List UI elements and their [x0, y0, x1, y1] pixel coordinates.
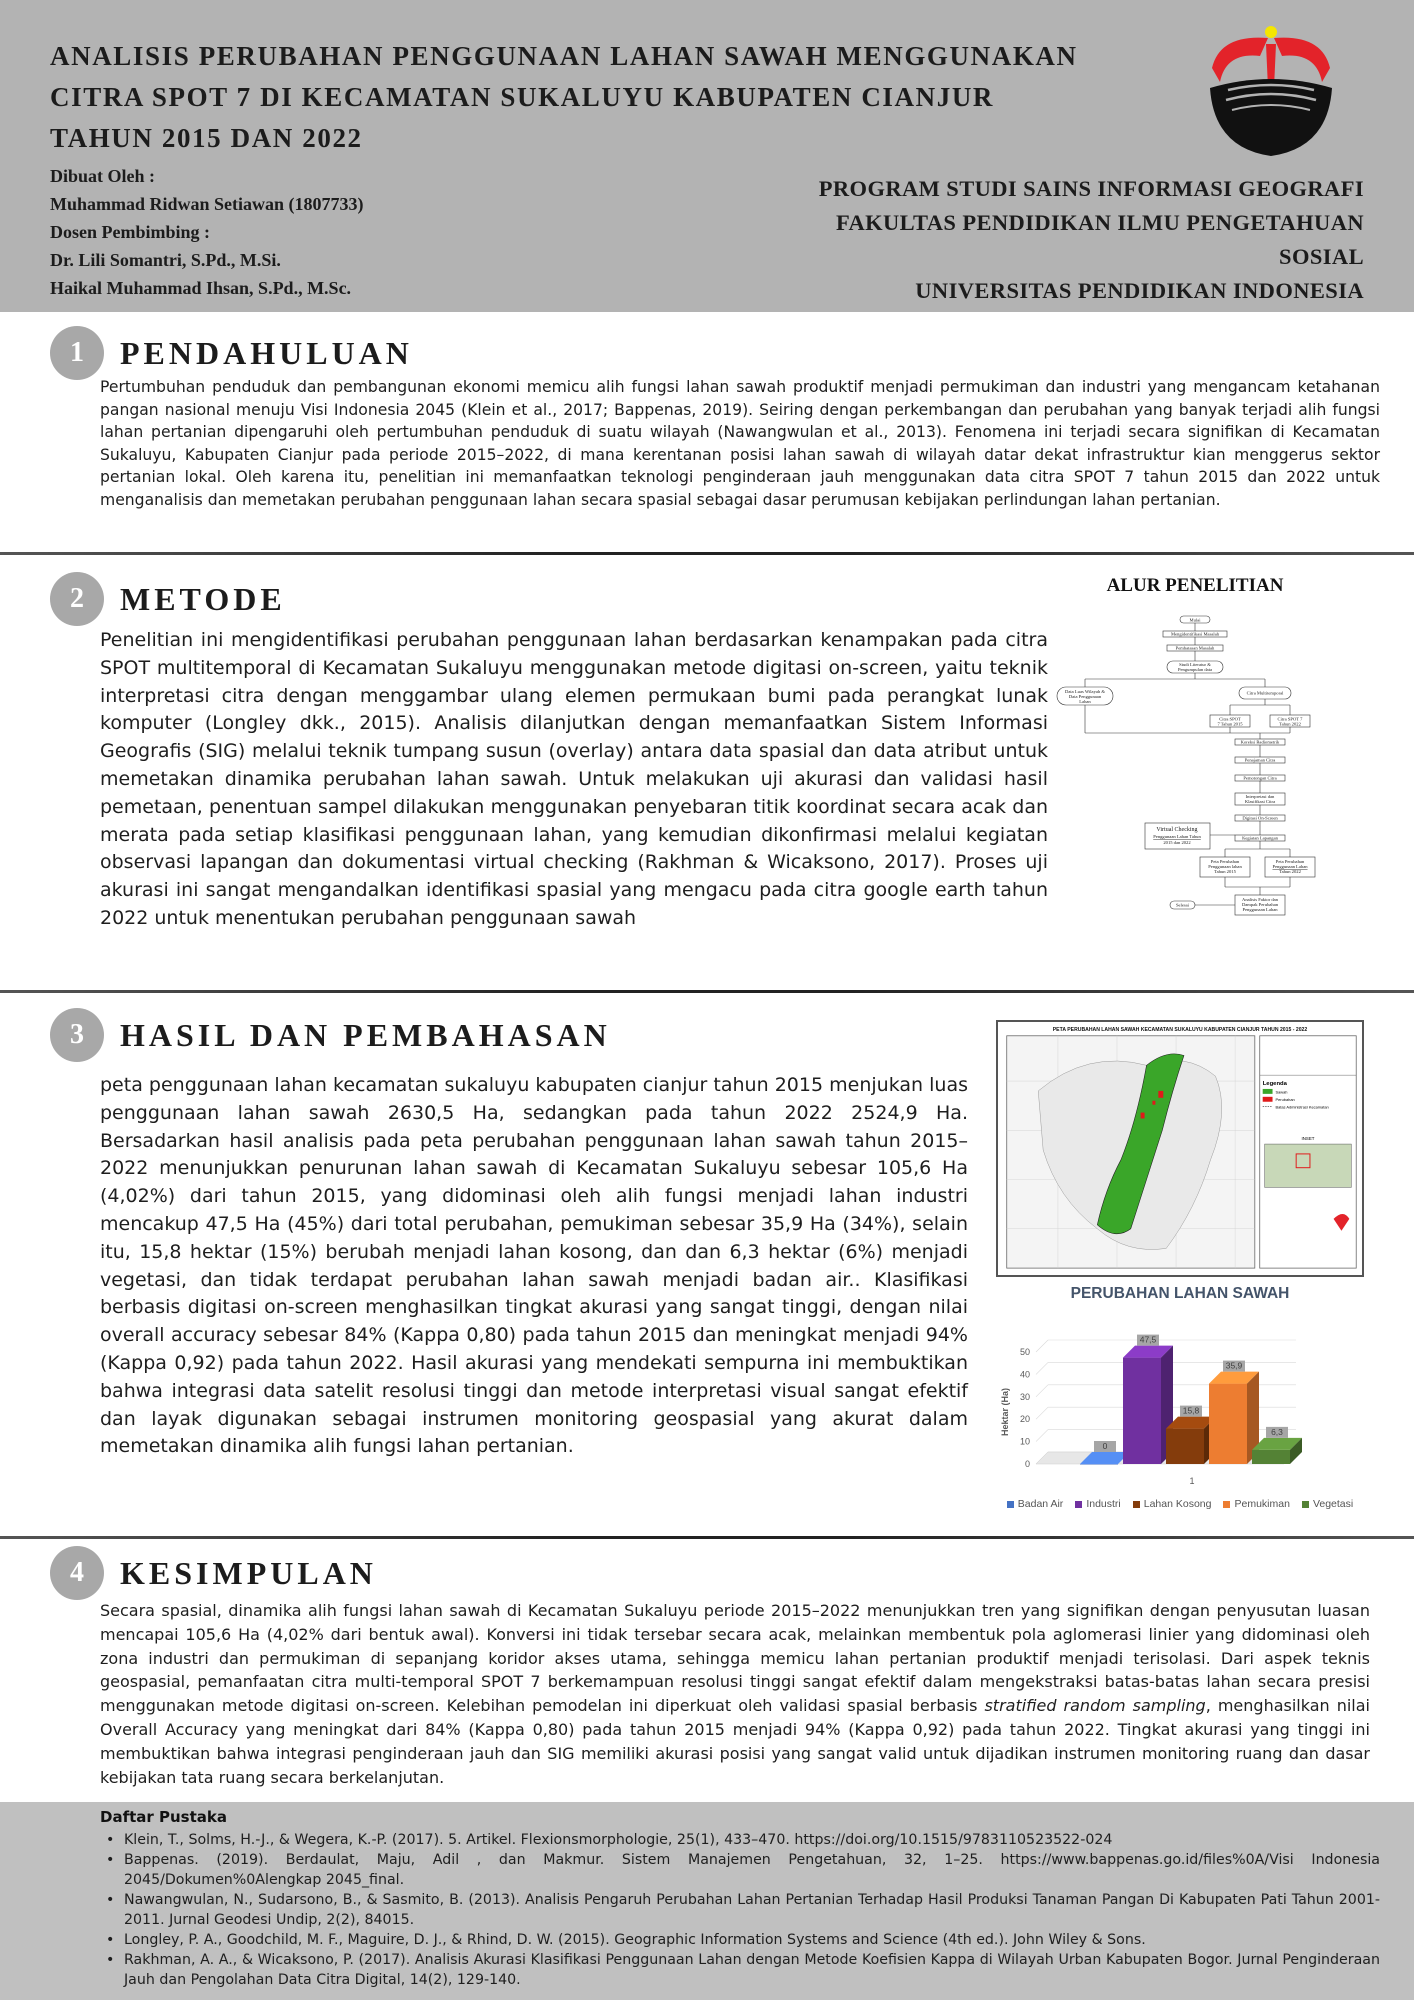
chart-x-tick-label: 1 [1189, 1476, 1195, 1486]
flow-node: Dampak Perubahan [1241, 902, 1279, 907]
chart-legend [1000, 1498, 1360, 1510]
institution-line: FAKULTAS PENDIDIKAN ILMU PENGETAHUAN [836, 210, 1364, 235]
institution-block [704, 172, 1364, 308]
chart-legend-item [1007, 1498, 1064, 1510]
poster-title [50, 36, 1180, 159]
section-heading-pendahuluan [50, 326, 413, 380]
flow-node: 2015 dan 2022 [1163, 840, 1191, 845]
land-change-bar-chart [996, 1312, 1364, 1512]
map-title: PETA PERUBAHAN LAHAN SAWAH KECAMATAN SUKALUYU KABUPATEN CIANJUR TAHUN 2015 - 2022 [1052, 1026, 1308, 1033]
pendahuluan-text: Pertumbuhan penduduk dan pembangunan ekonomi memicu alih fungsi lahan sawah produktif menjadi permukiman dan industri yang mengancam ketahanan pangan nasional menuju Visi Indonesia 2045 (Klein et al., 2017; Bappenas, 2019). Seiring dengan perkembangan dan perubahan yang banyak terjadi alih fungsi lahan pertanian dipengaruhi oleh pertumbuhan penduduk di suatu wilayah (Nawangwulan et al., 2013). Fenomena ini terjadi secara signifikan di Kecamatan Sukaluyu, Kabupaten Cianjur pada periode 2015–2022, di mana kerentanan posisi lahan sawah di wilayah datar dekat infrastruktur kian menggerus sektor pertanian lokal. Oleh karena itu, penelitian ini memanfaatkan teknologi penginderaan jauh menggunakan data citra SPOT 7 tahun 2015 dan 2022 untuk menganalisis dan memetakan perubahan penggunaan lahan secara spasial sebagai dasar perumusan kebijakan perlindungan lahan pertanian. [100, 378, 1380, 509]
chart-y-axis-title: Hektar (Ha) [1000, 1387, 1010, 1437]
section-heading-metode [50, 572, 286, 626]
chart-legend-label: Vegetasi [1312, 1498, 1354, 1510]
section-divider [0, 1536, 1414, 1539]
authors-line: Muhammad Ridwan Setiawan (1807733) [50, 194, 364, 214]
upi-logo-icon [1206, 26, 1336, 158]
flow-node: Tahun 2015 [1214, 869, 1236, 874]
section-divider [0, 990, 1414, 993]
flow-node: Tahun 2022 [1279, 869, 1301, 874]
references-list [100, 1830, 1380, 1990]
chart-bar [1123, 1358, 1161, 1464]
flow-node: Digitasi On-Screen [1242, 815, 1278, 821]
flow-node: Peta Perubahan [1275, 859, 1305, 864]
reference-item: • Klein, T., Solms, H.-J., & Wegera, K.-P. (2017). 5. Artikel. Flexionsmorphologie, 25(1), 433–470. https://doi.org/10.1515/9783110523522-024 [100, 1830, 1380, 1850]
flow-node: Peta Perubahan [1210, 859, 1240, 864]
chart-bar [1252, 1450, 1290, 1464]
reference-item: • Bappenas. (2019). Berdaulat, Maju, Adil , dan Makmur. Sistem Manajemen Pengetahuan, 32, 1–25. https://www.bappenas.go.id/files%0A/Visi Indonesia 2045/Dokumen%0Alengkap 2045_final. [100, 1850, 1380, 1890]
reference-item: • Rakhman, A. A., & Wicaksono, P. (2017). Analisis Akurasi Klasifikasi Penggunaan Lahan dengan Metode Koefisien Kappa di Wilayah Urban Kabupaten Bogor. Jurnal Penginderaan Jauh dan Pengolahan Data Citra Digital, 14(2), 129-140. [100, 1950, 1380, 1990]
chart-gridline [1036, 1430, 1048, 1442]
flow-node: Mengidentifikasi Masalah [1170, 631, 1220, 637]
metode-text: Penelitian ini mengidentifikasi perubahan penggunaan lahan berdasarkan kenampakan pada citra SPOT multitemporal di Kecamatan Sukaluyu menggunakan metode digitasi on-screen, yaitu teknik interpretasi citra dengan menggambar ulang elemen permukaan bumi pada perangkat lunak komputer (Longley dkk., 2015). Analisis dilanjutkan dengan memanfaatkan Sistem Informasi Geografis (SIG) melalui teknik tumpang susun (overlay) antara data spasial dan data atribut untuk memetakan dinamika perubahan lahan sawah. Untuk melakukan uji akurasi dan validasi hasil pemetaan, penentuan sampel dilakukan menggunakan penyebaran titik koordinat secara acak dan merata pada setiap klasifikasi penggunaan lahan, yang kemudian dikonfirmasi melalui kegiatan observasi lapangan dan dokumentasi virtual checking (Rakhman & Wicaksono, 2017). Proses uji akurasi ini sangat mengandalkan identifikasi spasial yang mengacu pada citra google earth tahun 2022 untuk menentukan perubahan penggunaan sawah [100, 629, 1048, 929]
chart-title: PERUBAHAN LAHAN SAWAH [1070, 1285, 1290, 1302]
chart-gridline [1036, 1340, 1048, 1352]
map-legend-item: Perubahan [1275, 1097, 1295, 1103]
chart-data-label: 47,5 [1139, 1334, 1157, 1345]
kesimpulan-text-part: Secara spasial, dinamika alih fungsi lahan sawah di Kecamatan Sukaluyu periode 2015–2022 menunjukkan tren yang signifikan dengan penyusutan luasan mencapai 105,6 Ha (4,02% dari bentuk awal). Konversi ini tidak tersebar secara acak, melainkan membentuk pola aglomerasi linier yang didominasi oleh zona industri dan permukiman di sepanjang koridor akses utama, sehingga memicu lahan pertanian produktif menjadi terisolasi. Dari aspek teknis geospasial, pemanfaatan citra multi-temporal SPOT 7 berkemampuan resolusi tinggi sangat efektif dalam mengekstraksi batas-batas lahan secara presisi menggunakan metode digitasi on-screen. Kelebihan pemodelan ini diperkuat oleh validasi spasial berbasis [100, 1601, 1370, 1716]
chart-y-tick-label: 0 [1024, 1459, 1030, 1469]
chart-y-tick-label: 50 [1019, 1347, 1030, 1357]
flow-node: Koreksi Radiometrik [1240, 739, 1280, 745]
flow-node: Penggunaan Lahan [1272, 864, 1308, 869]
section-divider [0, 552, 1414, 555]
chart-y-tick-label: 30 [1019, 1391, 1030, 1402]
chart-bar [1080, 1464, 1118, 1465]
flow-node: Penajaman Citra [1244, 757, 1276, 763]
chart-legend-item [1223, 1498, 1289, 1510]
flow-node: Lahan [1079, 699, 1091, 704]
flow-node: Citra SPOT 7 [1277, 716, 1303, 722]
institution-line: UNIVERSITAS PENDIDIKAN INDONESIA [915, 278, 1364, 303]
authors-line: Dibuat Oleh : [50, 166, 156, 186]
kesimpulan-text-part: , menghasilkan nilai Overall Accuracy yang meningkat dari 84% (Kappa 0,80) pada tahun 2015 menjadi 94% (Kappa 0,92) pada tahun 2022. Tingkat akurasi yang tinggi ini membuktikan bahwa integrasi penginderaan jauh dan SIG memiliki akurasi posisi yang sangat valid untuk dijadikan instrumen monitoring ruang dan dasar kebijakan tata ruang secara berkelanjutan. [100, 1696, 1370, 1787]
section-title: HASIL DAN PEMBAHASAN [120, 1016, 611, 1053]
kesimpulan-text-emphasis: stratified random sampling [984, 1696, 1206, 1716]
chart-data-label: 0 [1102, 1441, 1108, 1451]
chart-legend-swatch [1223, 1501, 1230, 1508]
chart-legend-swatch [1133, 1501, 1140, 1508]
map-legend-item: Sawah [1275, 1089, 1288, 1095]
chart-legend-swatch [1007, 1501, 1014, 1508]
authors-line: Haikal Muhammad Ihsan, S.Pd., M.Sc. [50, 278, 352, 298]
institution-line: SOSIAL [1279, 244, 1364, 269]
research-flowchart [1055, 605, 1335, 965]
section-title: METODE [120, 580, 286, 617]
chart-data-label: 35,9 [1225, 1360, 1243, 1371]
section-number-badge: 2 [50, 572, 104, 626]
flow-node: Klasifikasi Citra [1244, 799, 1276, 804]
section-title: KESIMPULAN [120, 1554, 377, 1591]
title-line: CITRA SPOT 7 DI KECAMATAN SUKALUYU KABUPATEN CIANJUR [50, 82, 995, 112]
authors-block [50, 162, 570, 302]
flow-node: Tahun 2022 [1279, 721, 1301, 727]
kesimpulan-text [100, 1599, 1370, 1789]
flow-node-start: Mulai [1189, 617, 1201, 623]
flow-node: Data Luas Wilayah & [1065, 689, 1105, 694]
chart-bar [1209, 1384, 1247, 1464]
flow-node: Penggunaan Lahan [1242, 907, 1278, 912]
references-title: Daftar Pustaka [100, 1808, 228, 1826]
chart-gridline [1036, 1385, 1048, 1397]
institution-line: PROGRAM STUDI SAINS INFORMASI GEOGRAFI [818, 176, 1364, 201]
flow-node: Penggunaan lahan [1208, 864, 1242, 869]
flow-node: Citra SPOT [1219, 716, 1241, 722]
section-number-badge: 1 [50, 326, 104, 380]
flow-node: Pengumpulan data [1177, 667, 1213, 672]
section-title: PENDAHULUAN [120, 334, 413, 371]
chart-legend-label: Lahan Kosong [1143, 1498, 1212, 1510]
chart-legend-item [1075, 1498, 1120, 1510]
flow-node: Analisis Faktor dan [1242, 897, 1278, 902]
flow-node: Studi Literatur & [1179, 662, 1211, 667]
chart-y-tick-label: 20 [1019, 1414, 1030, 1425]
chart-legend-swatch [1075, 1501, 1082, 1508]
chart-legend-item [1133, 1498, 1212, 1510]
flow-node: Virtual Checking [1156, 827, 1198, 833]
chart-gridline [1036, 1362, 1048, 1374]
chart-legend-label: Badan Air [1017, 1498, 1064, 1510]
flow-node-end: Selesai [1175, 902, 1190, 908]
chart-gridline [1036, 1407, 1048, 1419]
title-line: ANALISIS PERUBAHAN PENGGUNAAN LAHAN SAWAH MENGGUNAKAN [50, 41, 1078, 71]
reference-item: • Nawangwulan, N., Sudarsono, B., & Sasmito, B. (2013). Analisis Pengaruh Perubahan Lahan Pertanian Terhadap Hasil Produksi Tanaman Pangan Di Kabupaten Pati Tahun 2001-2011. Jurnal Geodesi Undip, 2(2), 84015. [100, 1890, 1380, 1930]
map-inset-label: INSET [1301, 1136, 1315, 1142]
chart-y-tick-label: 10 [1019, 1436, 1030, 1447]
chart-legend-label: Industri [1086, 1498, 1121, 1510]
flow-node: Citra Multitemporal [1246, 690, 1284, 696]
chart-legend-swatch [1302, 1501, 1309, 1508]
flow-node: Data Penggunaan [1068, 694, 1102, 699]
chart-bar [1166, 1429, 1204, 1464]
chart-legend-label: Pemukiman [1234, 1498, 1290, 1510]
flow-node: 7 Tahun 2015 [1217, 721, 1243, 727]
section-heading-kesimpulan [50, 1546, 377, 1600]
title-line: TAHUN 2015 DAN 2022 [50, 123, 363, 153]
map-legend-item: Batas Administrasi Kecamatan [1275, 1104, 1329, 1110]
flow-node: Kegiatan Lapangan [1242, 835, 1278, 841]
section-number-badge: 4 [50, 1546, 104, 1600]
chart-data-label: 15,8 [1182, 1405, 1200, 1416]
authors-line: Dosen Pembimbing : [50, 222, 211, 242]
flowchart-title: ALUR PENELITIAN [1106, 575, 1284, 596]
flow-node: Pembatasan Masalah [1175, 645, 1215, 651]
chart-data-label: 6,3 [1271, 1426, 1283, 1437]
flow-node: Penggunaan Lahan Tahun [1153, 834, 1201, 839]
land-change-map [996, 1020, 1364, 1277]
section-number-badge: 3 [50, 1008, 104, 1062]
reference-item: • Longley, P. A., Goodchild, M. F., Maguire, D. J., & Rhind, D. W. (2015). Geographic Information Systems and Science (4th ed.). John Wiley & Sons. [100, 1930, 1380, 1950]
chart-y-tick-label: 40 [1019, 1369, 1030, 1380]
authors-line: Dr. Lili Somantri, S.Pd., M.Si. [50, 250, 281, 270]
map-legend-title: Legenda [1262, 1081, 1287, 1088]
flow-node: Interpretasi dan [1245, 794, 1275, 799]
section-heading-hasil [50, 1008, 611, 1062]
flow-node: Pemotongan Citra [1243, 775, 1277, 781]
hasil-text: peta penggunaan lahan kecamatan sukaluyu kabupaten cianjur tahun 2015 menjukan luas penggunaan lahan sawah 2630,5 Ha, sedangkan pada tahun 2022 2524,9 Ha. Bersadarkan hasil analisis pada peta perubahan penggunaan lahan sawah tahun 2015–2022 menunjukkan penurunan lahan sawah di Kecamatan Sukaluyu sebesar 105,6 Ha (4,02%) dari tahun 2015, yang didominasi oleh alih fungsi menjadi lahan industri mencakup 47,5 Ha (45%) dari total perubahan, pemukiman sebesar 35,9 Ha (34%), selain itu, 15,8 hektar (15%) berubah menjadi lahan kosong, dan dan 6,3 hektar (6%) menjadi vegetasi, dan tidak terdapat perubahan lahan sawah menjadi badan air.. Klasifikasi berbasis digitasi on-screen menghasilkan tingkat akurasi yang sangat tinggi, dengan nilai overall accuracy sebesar 84% (Kappa 0,80) pada tahun 2015 dan meningkat menjadi 94% (Kappa 0,92) pada tahun 2022. Hasil akurasi yang mendekati sempurna ini membuktikan bahwa integrasi data satelit resolusi tinggi dan metode interpretasi visual sangat efektif dan layak digunakan sebagai instrumen monitoring geospasial yang akurat dalam memetakan dinamika alih fungsi lahan pertanian. [100, 1074, 968, 1458]
chart-legend-item [1302, 1498, 1353, 1510]
